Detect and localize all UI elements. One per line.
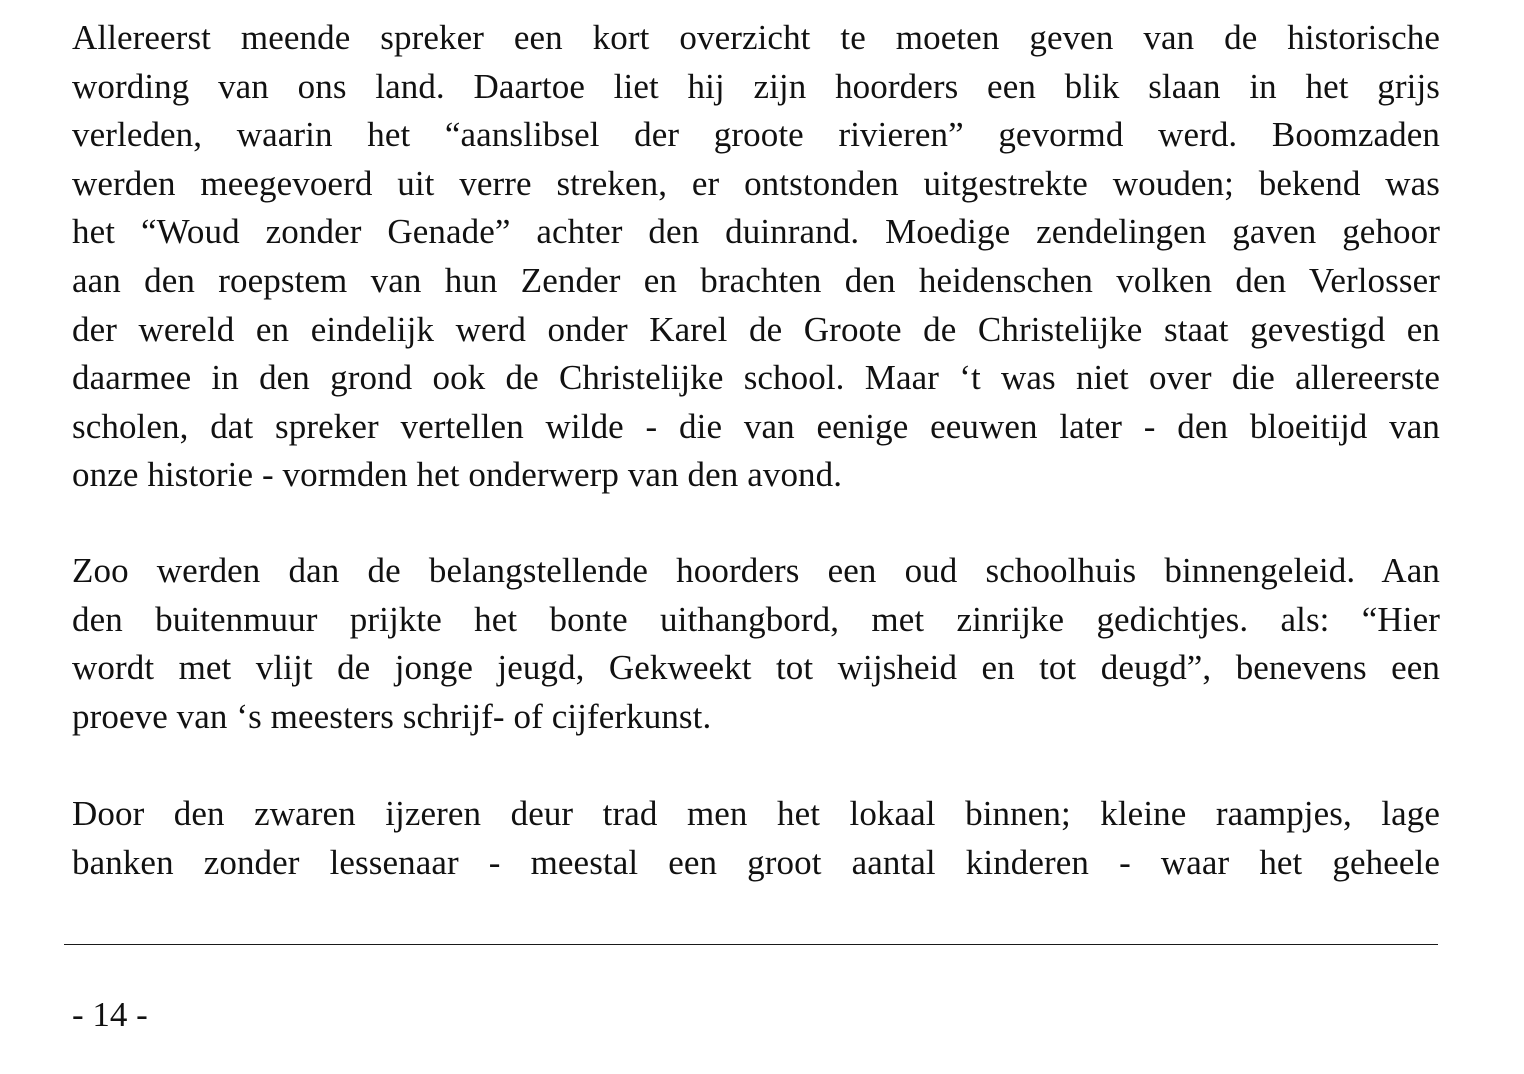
paragraph-1: [72, 14, 1440, 500]
text-line: proeve van ‘s meesters schrijf- of cijferkunst.: [72, 696, 712, 736]
text-line: wordt met vlijt de jonge jeugd, Gekweekt tot wijsheid en tot deugd”, benevens een: [72, 648, 1440, 688]
text-line: het “Woud zonder Genade” achter den duinrand. Moedige zendelingen gaven gehoor: [72, 212, 1440, 252]
footer-divider: [64, 944, 1438, 945]
text-line: Door den zwaren ijzeren deur trad men het lokaal binnen; kleine raampjes, lage: [72, 794, 1440, 833]
text-line: banken zonder lessenaar - meestal een groot aantal kinderen - waar het geheele: [72, 842, 1440, 882]
text-line: werden meegevoerd uit verre streken, er ontstonden uitgestrekte wouden; bekend was: [72, 163, 1440, 203]
text-line: wording van ons land. Daartoe liet hij zijn hoorders een blik slaan in het grijs: [72, 66, 1440, 106]
text-line: verleden, waarin het “aanslibsel der groote rivieren” gevormd werd. Boomzaden: [72, 115, 1440, 155]
text-line: Allereerst meende spreker een kort overzicht te moeten geven van de historische: [72, 18, 1440, 57]
text-line: daarmee in den grond ook de Christelijke school. Maar ‘t was niet over die allereerste: [72, 358, 1440, 398]
paragraph-2: [72, 547, 1440, 741]
text-line: Zoo werden dan de belangstellende hoorders een oud schoolhuis binnengeleid. Aan: [72, 551, 1440, 590]
text-line: onze historie - vormden het onderwerp van den avond.: [72, 455, 843, 495]
paragraph-3: [72, 790, 1440, 887]
text-line: scholen, dat spreker vertellen wilde - die van eenige eeuwen later - den bloeitijd van: [72, 406, 1440, 446]
text-line: aan den roepstem van hun Zender en brachten den heidenschen volken den Verlosser: [72, 260, 1440, 300]
text-line: den buitenmuur prijkte het bonte uithangbord, met zinrijke gedichtjes. als: “Hier: [72, 599, 1440, 639]
page-number: - 14 -: [72, 995, 148, 1034]
text-line: der wereld en eindelijk werd onder Karel de Groote de Christelijke staat gevestigd en: [72, 309, 1440, 349]
